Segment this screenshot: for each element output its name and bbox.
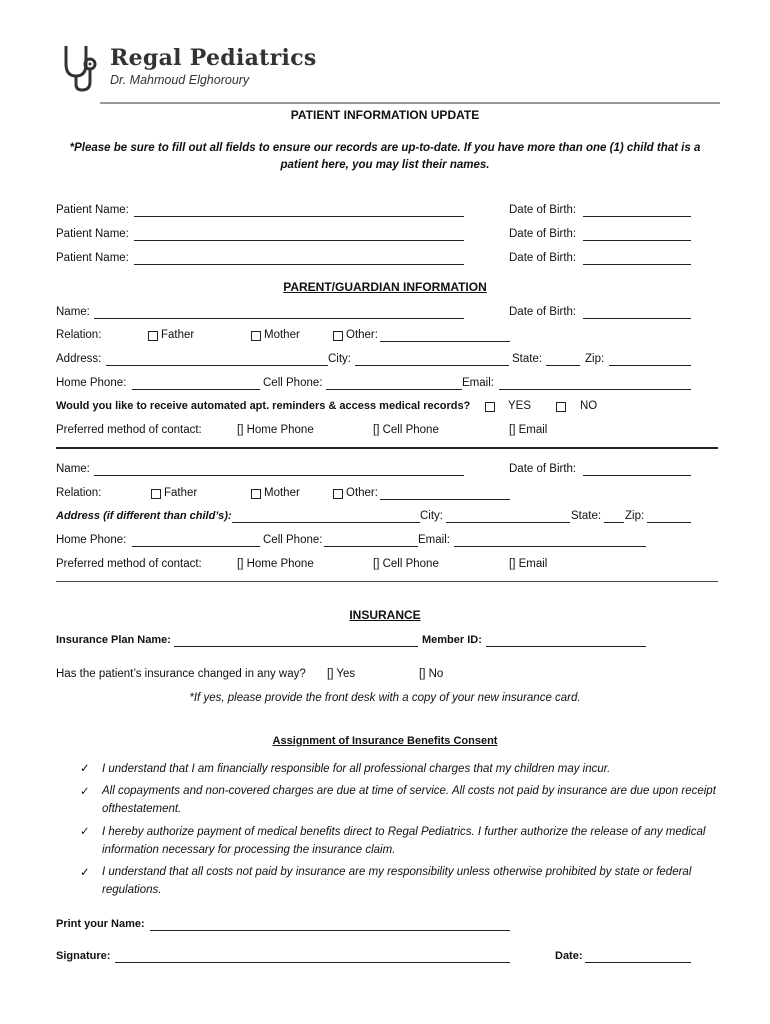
parent-dob-field[interactable] (583, 318, 691, 319)
address-label: Address: (56, 353, 102, 365)
mother2-label: Mother (264, 487, 300, 499)
contact2-home-option[interactable]: [] Home Phone (237, 558, 314, 570)
check-icon: ✓ (80, 786, 90, 798)
instructions-line-2: patient here, you may list their names. (280, 159, 490, 171)
reminders-no-label: NO (580, 400, 598, 412)
mother-label: Mother (264, 329, 300, 341)
relation-label: Relation: (56, 329, 102, 341)
insurance-note: *If yes, please provide the front desk with a copy of your new insurance card. (189, 692, 581, 704)
date-label: Date: (555, 950, 583, 962)
print-name-label: Print your Name: (56, 918, 145, 930)
zip2-label: Zip: (625, 510, 645, 522)
dob-label: Date of Birth: (509, 252, 577, 264)
father2-label: Father (164, 487, 198, 499)
print-name-field[interactable] (150, 930, 510, 931)
patient-name-field[interactable] (134, 216, 464, 217)
dob-label: Date of Birth: (509, 228, 577, 240)
insurance-changed-question: Has the patient’s insurance changed in any way? (56, 668, 306, 680)
consent-item-line: regulations. (102, 884, 162, 896)
parent-divider (56, 447, 718, 449)
city2-label: City: (420, 510, 443, 522)
home-phone-field[interactable] (132, 389, 260, 390)
dob-field[interactable] (583, 264, 691, 265)
consent-item-line: I hereby authorize payment of medical benefits direct to Regal Pediatrics. I further authorize the release of any medical (102, 826, 706, 838)
consent-item-line: ofthestatement. (102, 803, 182, 815)
check-icon: ✓ (80, 867, 90, 879)
instructions-line-1: *Please be sure to fill out all fields to ensure our records are up-to-date. If you have more than one (1) child that is a (69, 142, 701, 154)
plan-label: Insurance Plan Name: (56, 634, 171, 646)
address-field[interactable] (106, 365, 328, 366)
consent-item-line: information necessary for processing the insurance claim. (102, 844, 396, 856)
reminders-no-checkbox[interactable] (556, 402, 566, 412)
contact-home-option[interactable]: [] Home Phone (237, 424, 314, 436)
father-checkbox[interactable] (148, 331, 158, 341)
cell-phone-label: Cell Phone: (263, 377, 323, 389)
other2-checkbox[interactable] (333, 489, 343, 499)
address2-label: Address (if different than child’s): (56, 510, 232, 522)
reminders-yes-checkbox[interactable] (485, 402, 495, 412)
state2-field[interactable] (604, 522, 624, 523)
patient-name-label: Patient Name: (56, 252, 129, 264)
insurance-changed-yes[interactable]: [] Yes (327, 668, 356, 680)
check-icon: ✓ (80, 826, 90, 838)
parent2-name-field[interactable] (94, 475, 464, 476)
father2-checkbox[interactable] (151, 489, 161, 499)
zip-label: Zip: (585, 353, 605, 365)
email-label: Email: (462, 377, 494, 389)
parent-heading: PARENT/GUARDIAN INFORMATION (283, 280, 487, 294)
parent2-dob-field[interactable] (583, 475, 691, 476)
state-label: State: (512, 353, 543, 365)
dob-label: Date of Birth: (509, 204, 577, 216)
mother-checkbox[interactable] (251, 331, 261, 341)
home-phone-label: Home Phone: (56, 377, 127, 389)
stethoscope-icon (60, 42, 100, 94)
contact2-cell-option[interactable]: [] Cell Phone (373, 558, 439, 570)
city-field[interactable] (355, 365, 509, 366)
check-icon: ✓ (80, 763, 90, 775)
email2-field[interactable] (454, 546, 646, 547)
brand-subtitle: Dr. Mahmoud Elghoroury (110, 73, 250, 87)
member-id-label: Member ID: (422, 634, 482, 646)
zip-field[interactable] (609, 365, 691, 366)
header-divider (100, 102, 720, 104)
signature-field[interactable] (115, 962, 510, 963)
email-field[interactable] (499, 389, 691, 390)
other-field[interactable] (380, 341, 510, 342)
parent-name-label: Name: (56, 306, 90, 318)
city2-field[interactable] (446, 522, 570, 523)
dob-field[interactable] (583, 240, 691, 241)
consent-item-line: I understand that I am financially responsible for all professional charges that my children may incur. (102, 763, 611, 775)
contact2-label: Preferred method of contact: (56, 558, 202, 570)
state-field[interactable] (546, 365, 580, 366)
relation2-label: Relation: (56, 487, 102, 499)
other-label: Other: (346, 329, 378, 341)
other2-label: Other: (346, 487, 378, 499)
father-label: Father (161, 329, 195, 341)
parent2-name-label: Name: (56, 463, 90, 475)
other-checkbox[interactable] (333, 331, 343, 341)
consent-item-line: I understand that all costs not paid by insurance are my responsibility unless otherwise prohibited by state or federal (102, 866, 692, 878)
patient-name-field[interactable] (134, 264, 464, 265)
cell-phone2-label: Cell Phone: (263, 534, 323, 546)
consent-heading: Assignment of Insurance Benefits Consent (272, 735, 498, 747)
insurance-divider (56, 581, 718, 582)
contact-label: Preferred method of contact: (56, 424, 202, 436)
city-label: City: (328, 353, 351, 365)
other2-field[interactable] (380, 499, 510, 500)
signature-label: Signature: (56, 950, 111, 962)
brand-title: Regal Pediatrics (110, 45, 317, 71)
contact-email-option[interactable]: [] Email (509, 424, 548, 436)
form-heading: PATIENT INFORMATION UPDATE (290, 108, 480, 122)
email2-label: Email: (418, 534, 450, 546)
patient-name-field[interactable] (134, 240, 464, 241)
cell-phone-field[interactable] (326, 389, 462, 390)
zip2-field[interactable] (647, 522, 691, 523)
member-id-field[interactable] (486, 646, 646, 647)
parent-dob-label: Date of Birth: (509, 306, 577, 318)
insurance-changed-no[interactable]: [] No (419, 668, 444, 680)
cell-phone2-field[interactable] (324, 546, 418, 547)
address2-field[interactable] (232, 522, 420, 523)
insurance-heading: INSURANCE (349, 608, 421, 622)
plan-field[interactable] (174, 646, 418, 647)
contact-cell-option[interactable]: [] Cell Phone (373, 424, 439, 436)
home-phone2-label: Home Phone: (56, 534, 127, 546)
reminders-question: Would you like to receive automated apt. reminders & access medical records? (56, 400, 471, 412)
patient-name-label: Patient Name: (56, 228, 129, 240)
patient-name-label: Patient Name: (56, 204, 129, 216)
state2-label: State: (571, 510, 602, 522)
consent-item-line: All copayments and non-covered charges are due at time of service. All costs not paid by insurance are due upon receipt (102, 785, 716, 797)
reminders-yes-label: YES (508, 400, 532, 412)
contact2-email-option[interactable]: [] Email (509, 558, 548, 570)
dob-field[interactable] (583, 216, 691, 217)
home-phone2-field[interactable] (132, 546, 260, 547)
parent2-dob-label: Date of Birth: (509, 463, 577, 475)
mother2-checkbox[interactable] (251, 489, 261, 499)
date-field[interactable] (585, 962, 691, 963)
parent-name-field[interactable] (94, 318, 464, 319)
